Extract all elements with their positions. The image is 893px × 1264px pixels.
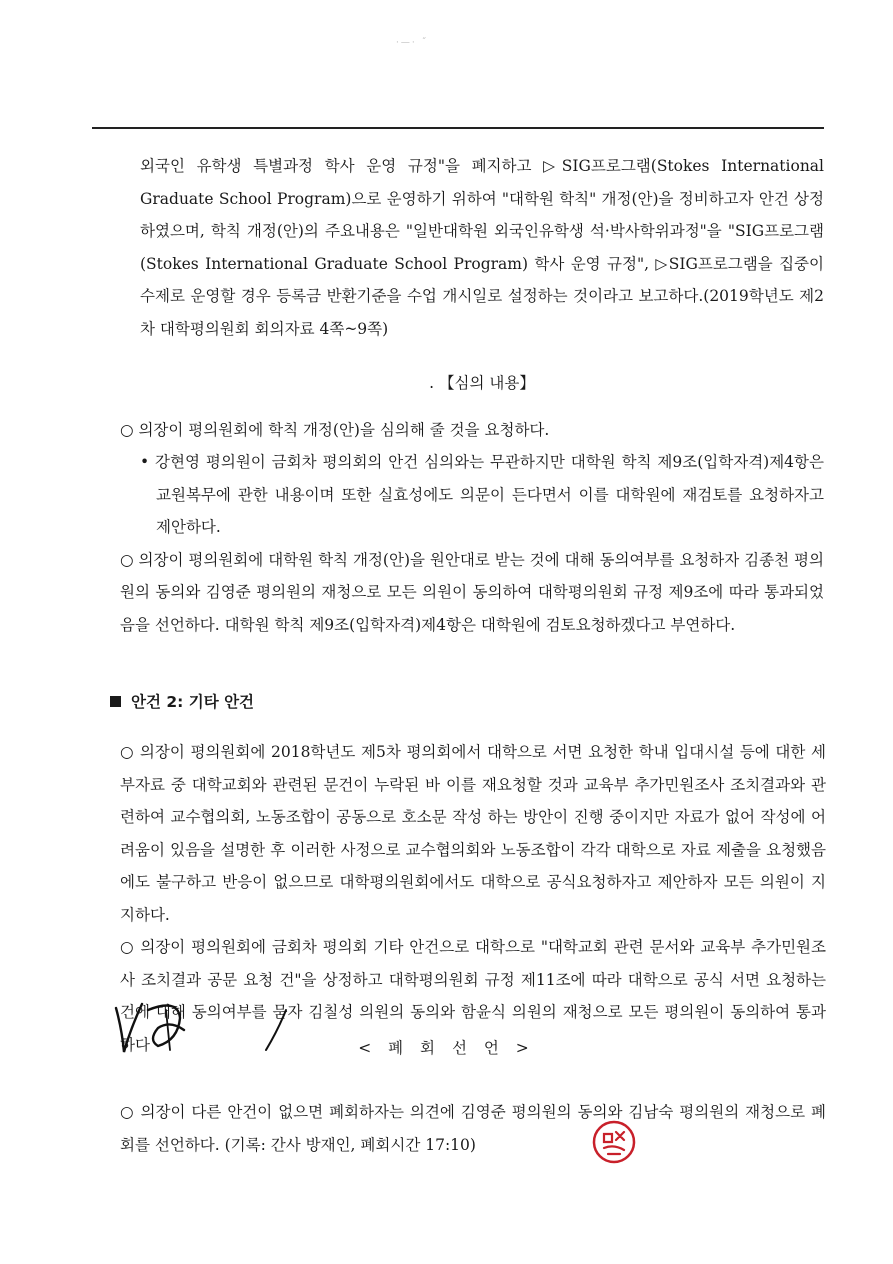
agenda2-item-1: ○ 의장이 평의원회에 2018학년도 제5차 평의회에서 대학으로 서면 요청한 학내 입대시설 등에 대한 세부자료 중 대학교회와 관련된 문건이 누락된 바 이를 재요청할 것과 교육부 추가민원조사 조치결과와 관련하여 교수협의회, 노동조합이 공동으로 호소문 작성 하는 방안이 진행 중이지만 자료가 없어 작성에 어려움이 있음을 설명한 후 이러한 사정으로 교수협의회와 노동조합이 각각 대학으로 자료 제출을 요청했음에도 불구하고 반응이 없으므로 대학평의원회에서도 대학으로 공식요청하자고 제안하자 모든 의원이 지지하다. <box>120 743 826 924</box>
header-rule <box>92 127 824 129</box>
agenda2-heading-text: 안건 2: 기타 안건 <box>131 693 255 711</box>
closing-paragraph: ○ 의장이 다른 안건이 없으면 폐회하자는 의견에 김영준 평의원의 동의와 김남숙 평의원의 재청으로 폐회를 선언하다. (기록: 간사 방재인, 폐회시간 17:10) <box>120 1103 826 1154</box>
deliberation-item-2: • 강현영 평의원이 금회차 평의회의 안건 심의와는 무관하지만 대학원 학칙 제9조(입학자격)제4항은 교원복무에 관한 내용이며 또한 실효성에도 의문이 든다면서 이를 대학원에 재검토를 요청하자고 제안하다. <box>140 453 824 536</box>
deliberation-item-3: ○ 의장이 평의원회에 대학원 학칙 개정(안)을 원안대로 받는 것에 대해 동의여부를 요청하자 김종천 평의원의 동의와 김영준 평의원의 재청으로 모든 의원이 동의하여 대학평의원회 규정 제9조에 따라 통과되었음을 선언하다. 대학원 학칙 제9조(입학자격)제4항은 대학원에 검토요청하겠다고 부연하다. <box>120 550 824 634</box>
report-section <box>120 150 824 641</box>
deliberation-label: . 【심의 내용】 <box>429 374 535 392</box>
square-bullet-icon <box>110 696 121 707</box>
red-seal-icon <box>590 1118 638 1166</box>
closing-declaration: < 폐 회 선 언 > <box>358 1039 535 1057</box>
intro-paragraph: 외국인 유학생 특별과정 학사 운영 규정"을 폐지하고 ▷SIG프로그램(Stokes International Graduate School Program)으로 운영하기 위하여 "대학원 학칙" 개정(안)을 정비하고자 안건 상정하였으며, 학칙 개정(안)의 주요내용은 "일반대학원 외국인유학생 석·박사학위과정"을 "SIG프로그램(Stokes International Graduate School Program) 학사 운영 규정", ▷SIG프로그램을 집중이수제로 운영할 경우 등록금 반환기준을 수업 개시일로 설정하는 것이라고 보고하다.(2019학년도 제2차 대학평의원회 회의자료 4쪽~9쪽) <box>140 157 824 338</box>
agenda2-heading <box>110 690 254 712</box>
deliberation-item-1: ○ 의장이 평의원회에 학칙 개정(안)을 심의해 줄 것을 요청하다. <box>120 420 550 439</box>
agenda2-item-2: ○ 의장이 평의원회에 금회차 평의회 기타 안건으로 대학으로 "대학교회 관련 문서와 교육부 추가민원조사 조치결과 공문 요청 건"을 상정하고 대학평의원회 규정 제11조에 따라 대학으로 공식 서면 요청하는 건에 대해 동의여부를 묻자 김칠성 의원의 동의와 함윤식 의원의 재청으로 모든 평의원이 동의하여 통과하다 <box>120 938 826 1054</box>
official-seal <box>590 1118 638 1170</box>
scan-artifact: ·—· ˝ <box>396 38 429 48</box>
closing-section <box>120 1096 826 1161</box>
